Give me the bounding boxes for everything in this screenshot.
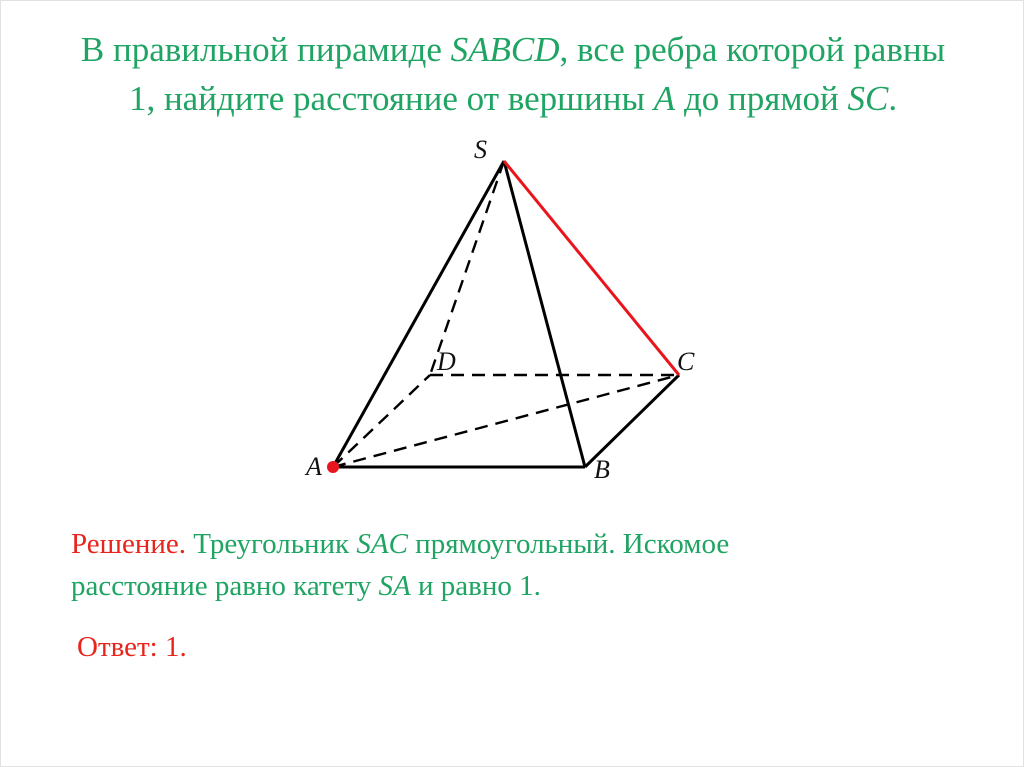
solution-fragment: Треугольник: [185, 528, 357, 560]
vertex-name: A: [653, 79, 676, 118]
triangle-name: SAC: [356, 528, 408, 560]
problem-text: 1, найдите расстояние от вершины: [128, 79, 654, 118]
vertex-label-s: S: [474, 135, 487, 164]
vertex-label-b: B: [594, 455, 610, 484]
leg-name: SA: [378, 570, 411, 602]
vertex-label-c: C: [677, 347, 695, 376]
pyramid-figure: [1, 1, 1023, 521]
edge-sc-highlight: [504, 161, 679, 375]
vertex-label-d: D: [437, 347, 456, 376]
solution-fragment: расстояние равно катету: [71, 570, 379, 602]
pyramid-name: SABCD: [450, 30, 560, 69]
edge-sd-hidden: [430, 161, 504, 375]
vertex-a-point: [327, 461, 339, 473]
answer-label: Ответ:: [77, 631, 158, 663]
problem-text: В правильной пирамиде: [80, 30, 451, 69]
answer-value: 1.: [157, 631, 187, 663]
solution-fragment: и равно 1.: [410, 570, 541, 602]
solution-text: [71, 523, 951, 607]
solution-line-2: [71, 565, 951, 607]
edge-sa: [333, 161, 504, 467]
vertex-label-a: A: [306, 452, 322, 481]
line-name: SC: [847, 79, 889, 118]
solution-line-1: [71, 523, 951, 565]
edge-sb: [504, 161, 585, 467]
problem-text: до прямой: [675, 79, 848, 118]
edge-bc: [585, 375, 679, 467]
solution-label: Решение.: [71, 528, 186, 560]
answer: [77, 626, 187, 668]
problem-text: .: [888, 79, 898, 118]
problem-text: , все ребра которой равны: [559, 30, 946, 69]
diagonal-ac-hidden: [333, 375, 679, 467]
solution-fragment: прямоугольный. Искомое: [407, 528, 730, 560]
